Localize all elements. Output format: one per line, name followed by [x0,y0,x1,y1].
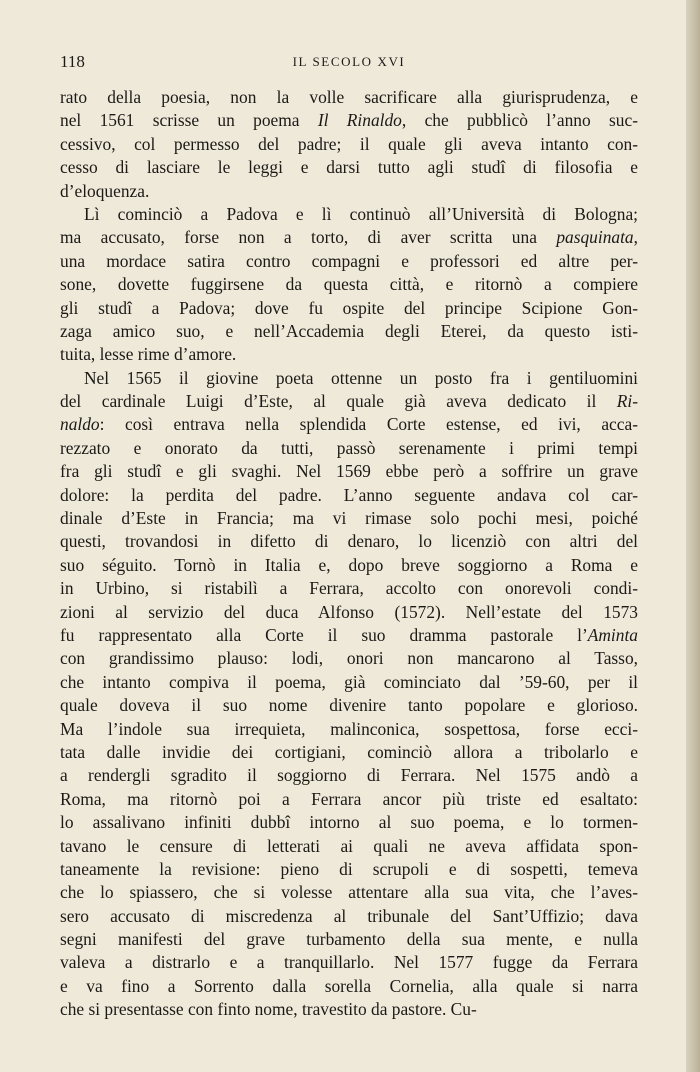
text-line: suo séguito. Tornò in Italia e, dopo breve soggiorno a Roma e [60,554,638,575]
text-line: Nel 1565 il giovine poeta ottenne un posto fra i gentiluomini [84,367,638,388]
text-line: che intanto compiva il poema, già cominciato dal ’59-60, per il [60,671,638,692]
text-line: naldo: così entrava nella splendida Corte estense, ed ivi, acca- [60,414,638,435]
text-line: Lì cominciò a Padova e lì continuò all’Università di Bologna; [84,203,638,224]
text-line: fu rappresentato alla Corte il suo dramma pastorale l’Aminta [60,624,638,645]
text-line: nel 1561 scrisse un poema Il Rinaldo, che pubblicò l’anno suc- [60,110,638,131]
text-line: a rendergli sgradito il soggiorno di Ferrara. Nel 1575 andò a [60,765,638,786]
text-line: ma accusato, forse non a torto, di aver scritta una pasquinata, [60,227,638,248]
text-line: valeva a distrarlo e a tranquillarlo. Nel 1577 fugge da Ferrara [60,952,638,973]
text-line: una mordace satira contro compagni e professori ed altre per- [60,250,638,271]
text-line: quale doveva il suo nome divenire tanto popolare e glorioso. [60,695,638,716]
page-number: 118 [60,52,85,71]
text-line: tata dalle invidie dei cortigiani, cominciò allora a tribolarlo e [60,741,638,762]
text-line: dolore: la perdita del padre. L’anno seguente andava col car- [60,484,638,505]
text-line: cessivo, col permesso del padre; il quale gli aveva intanto con- [60,133,638,154]
text-line: rezzato e onorato da tutti, passò serenamente i primi tempi [60,437,638,458]
text-line: che si presentasse con finto nome, travestito da pastore. Cu- [60,999,477,1020]
text-line: tavano le censure di letterati ai quali ne aveva affidata spon- [60,835,638,856]
text-line: segni manifesti del grave turbamento della sua mente, e nulla [60,929,638,950]
text-line: zaga amico suo, e nell’Accademia degli Eterei, da questo isti- [60,320,638,341]
text-line: questi, trovandosi in difetto di denaro, lo licenziò con altri del [60,531,638,552]
text-line: in Urbino, si ristabilì a Ferrara, accolto con onorevoli condi- [60,578,638,599]
page-edge [686,0,700,1072]
body-text [60,86,638,1022]
running-head: IL SECOLO XVI [292,54,406,69]
text-line: del cardinale Luigi d’Este, al quale già aveva dedicato il Ri- [60,391,638,412]
text-line: sone, dovette fuggirsene da questa città, e ritornò a compiere [60,274,638,295]
text-line: Roma, ma ritornò poi a Ferrara ancor più triste ed esaltato: [60,788,638,809]
text-line: taneamente la revisione: pieno di scrupoli e di sospetti, temeva [60,858,638,879]
text-line: dinale d’Este in Francia; ma vi rimase solo pochi mesi, poiché [60,508,638,529]
text-line: lo assalivano infiniti dubbî intorno al suo poema, e lo tormen- [60,812,638,833]
text-line: sero accusato di miscredenza al tribunale del Sant’Uffizio; dava [60,905,638,926]
text-line: Ma l’indole sua irrequieta, malinconica, sospettosa, forse ecci- [60,718,638,739]
text-line: tuita, lesse rime d’amore. [60,344,237,365]
text-line: d’eloquenza. [60,180,150,201]
page-header [60,52,638,76]
text-line: fra gli studî e gli svaghi. Nel 1569 ebbe però a soffrire un grave [60,461,638,482]
text-line: con grandissimo plauso: lodi, onori non mancarono al Tasso, [60,648,638,669]
text-line: gli studî a Padova; dove fu ospite del principe Scipione Gon- [60,297,638,318]
text-line: e va fino a Sorrento dalla sorella Cornelia, alla quale si narra [60,975,638,996]
text-line: che lo spiassero, che si volesse attentare alla sua vita, che l’aves- [60,882,638,903]
text-line: cesso di lasciare le leggi e darsi tutto agli studî di filosofia e [60,157,638,178]
text-line: zioni al servizio del duca Alfonso (1572). Nell’estate del 1573 [60,601,638,622]
text-line: rato della poesia, non la volle sacrificare alla giurisprudenza, e [60,87,638,107]
